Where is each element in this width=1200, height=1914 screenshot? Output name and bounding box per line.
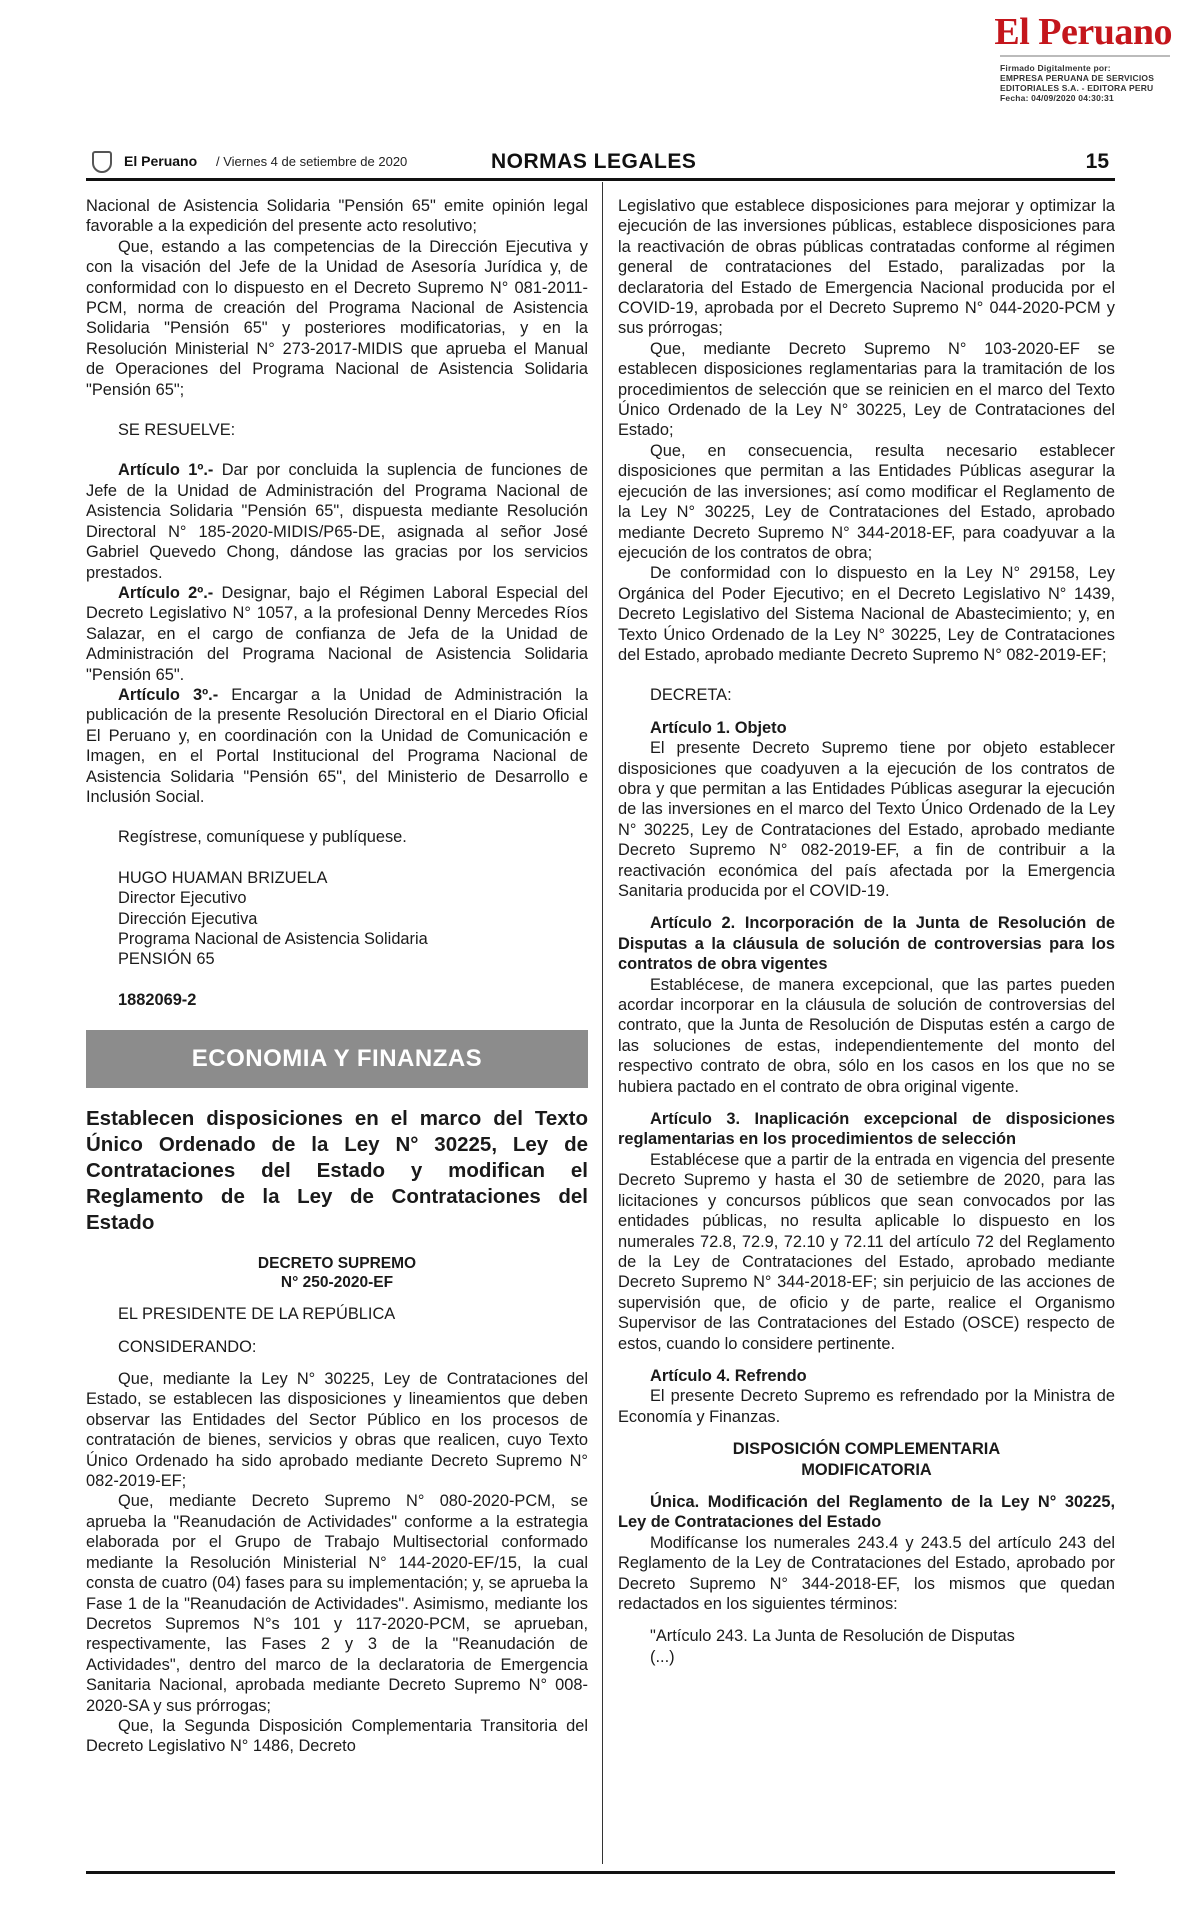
considerando-heading: CONSIDERANDO: <box>118 1337 257 1356</box>
article-title: Única. Modificación del Reglamento de la Ley N° 30225, Ley de Contrataciones del Estado <box>618 1492 1115 1532</box>
decree-number: N° 250-2020-EF <box>280 1274 394 1292</box>
article-3: Artículo 3º.- Encargar a la Unidad de Administración la publicación de la presente Resolución Directoral en el Diario Oficial El Peruano y, en coordinación con la Unidad de Comunicación e Imagen, en el Portal Institucional del Programa Nacional de Asistencia Solidaria "Pensión 65", del Ministerio de Desarrollo e Inclusión Social. <box>86 685 588 806</box>
signatory-title: Dirección Ejecutiva <box>118 909 258 928</box>
decree-title: DECRETO SUPREMO <box>257 1255 417 1273</box>
article-1: Artículo 1º.- Dar por concluida la suplencia de funciones de Jefe de la Unidad de Administración del Programa Nacional de Asistencia Solidaria "Pensión 65", dispuesta mediante Resolución Directoral N° 185-2020-MIDIS/P65-DE, asignada al señor José Gabriel Quevedo Chong, dándose las gracias por los servicios prestados. <box>86 461 589 582</box>
header-publication: El Peruano <box>124 153 198 169</box>
logo-tagline-graphic <box>990 53 1170 59</box>
page-number: 15 <box>1085 150 1109 173</box>
section-banner: ECONOMIA Y FINANZAS <box>86 1030 588 1088</box>
article-2: Artículo 2º.- Designar, bajo el Régimen Laboral Especial del Decreto Legislativo N° 1057, a la profesional Denny Mercedes Ríos Salazar, en el cargo de confianza de Jefa de la Unidad de Administración del Programa Nacional de Asistencia Solidaria "Pensión 65". <box>86 583 589 684</box>
document-code: 1882069-2 <box>118 990 197 1009</box>
paragraph: Que, estando a las competencias de la Dirección Ejecutiva y con la visación del Jefe de la Unidad de Asesoría Jurídica y, de conformidad con lo dispuesto en el Decreto Supremo N° 081-2011-PCM, norma de creación del Programa Nacional de Asistencia Solidaria "Pensión 65" y posteriores modificatorias, y en la Resolución Ministerial N° 273-2017-MIDIS que aprueba el Manual de Operaciones del Programa Nacional de Asistencia Solidaria "Pensión 65"; <box>86 237 588 399</box>
quoted-article: "Artículo 243. La Junta de Resolución de Disputas <box>650 1627 1015 1646</box>
footer-rule <box>86 1871 1115 1874</box>
paragraph: Modifícanse los numerales 243.4 y 243.5 del artículo 243 del Reglamento de la Ley de Contrataciones del Estado, aprobado por Decreto Supremo N° 344-2018-EF, los mismos que quedan redactados en los siguientes términos: <box>618 1533 1115 1613</box>
paragraph: Nacional de Asistencia Solidaria "Pensión 65" emite opinión legal favorable a la expedición del presente acto resolutivo; <box>86 197 588 236</box>
paragraph: Que, mediante Decreto Supremo N° 103-2020-EF se establecen disposiciones reglamentarias para la tramitación de los procedimientos de selección que se reinicien en el marco del Texto Único Ordenado de la Ley N° 30225, Ley de Contrataciones del Estado; <box>618 339 1115 440</box>
closing-formula: Regístrese, comuníquese y publíquese. <box>118 828 407 847</box>
disposition-heading: DISPOSICIÓN COMPLEMENTARIA <box>732 1440 1001 1459</box>
header-section-title: NORMAS LEGALES <box>491 150 697 173</box>
paragraph: Que, la Segunda Disposición Complementaria Transitoria del Decreto Legislativo N° 1486, Decreto <box>86 1716 588 1756</box>
header-date: / Viernes 4 de setiembre de 2020 <box>216 154 408 169</box>
paragraph: Establécese que a partir de la entrada en vigencia del presente Decreto Supremo y hasta el 30 de setiembre de 2020, para las licitaciones y concursos públicos que sean convocados por las entidades públicas, no resulta aplicable lo dispuesto en los numerales 72.8, 72.9, 72.10 y 72.11 del artículo 72 del Reglamento de la Ley de Contrataciones del Estado, aprobado mediante Decreto Supremo N° 344-2018-EF; sin perjuicio de las acciones de supervisión que, de oficio y de parte, realice el Organismo Supervisor de las Contrataciones del Estado (OSCE) respecto de estos, cuando lo considere pertinente. <box>618 1150 1115 1353</box>
paragraph: El presente Decreto Supremo tiene por objeto establecer disposiciones que coadyuven a la ejecución de los contratos de obra y que permitan a las Entidades Públicas asegurar la ejecución de las inversiones en el marco del Texto Único Ordenado de la Ley N° 30225, Ley de Contrataciones del Estado, aprobado mediante Decreto Supremo N° 082-2019-EF, a fin de contribuir a la reactivación económica del país afectada por la Emergencia Sanitaria producida por el COVID-19. <box>618 739 1115 900</box>
decreta-heading: DECRETA: <box>650 686 732 705</box>
signatory-title: PENSIÓN 65 <box>118 950 215 969</box>
column-divider <box>602 182 603 1864</box>
paragraph: Que, en consecuencia, resulta necesario establecer disposiciones que permitan a las Entidades Públicas asegurar la ejecución de las inversiones; así como modificar el Reglamento de la Ley N° 30225, Ley de Contrataciones del Estado, aprobado mediante Decreto Supremo N° 344-2018-EF, para coadyuvar a la ejecución de los contratos de obra; <box>618 441 1115 562</box>
digital-signature-block <box>1000 63 1154 103</box>
signature-line-4: Fecha: 04/09/2020 04:30:31 <box>1000 93 1114 103</box>
el-peruano-logo: El Peruano <box>994 11 1172 53</box>
norm-headline: Establecen disposiciones en el marco del Texto Único Ordenado de la Ley N° 30225, Ley de Contrataciones del Estado y modifican el Reglamento de la Ley de Contrataciones del Estado <box>86 1107 588 1235</box>
paragraph: Legislativo que establece disposiciones para mejorar y optimizar la ejecución de las inversiones públicas, establece disposiciones para la reactivación de obras públicas contratadas conforme al régimen general de contrataciones del Estado, paralizadas por la declaratoria del Estado de Emergencia Nacional producida por el COVID-19, aprobada por el Decreto Supremo N° 044-2020-PCM y sus prórrogas; <box>618 197 1115 338</box>
article-title: Artículo 2. Incorporación de la Junta de Resolución de Disputas a la cláusula de solución de controversias para los contratos de obra vigentes <box>618 914 1115 974</box>
paragraph: El presente Decreto Supremo es refrendado por la Ministra de Economía y Finanzas. <box>618 1387 1115 1426</box>
paragraph: Que, mediante la Ley N° 30225, Ley de Contrataciones del Estado, se establecen las disposiciones y lineamientos que deben observar las Entidades del Sector Público en los procesos de contratación de bienes, servicios y obras que realicen, cuyo Texto Único Ordenado ha sido aprobado mediante Decreto Supremo N° 082-2019-EF; <box>86 1370 588 1491</box>
signature-line-3: EDITORIALES S.A. - EDITORA PERU <box>1000 83 1154 93</box>
right-column <box>618 196 1115 1667</box>
logo-underline-decoration <box>990 53 1170 59</box>
paragraph: Que, mediante Decreto Supremo N° 080-2020-PCM, se aprueba la "Reanudación de Actividades" conforme a la estrategia elaborada por el Grupo de Trabajo Multisectorial conformado mediante la Resolución Ministerial N° 144-2020-EF/15, la cual consta de cuatro (04) fases para su implementación; y, se aprueba la Fase 1 de la "Reanudación de Actividades". Asimismo, mediante los Decretos Supremos N°s 101 y 117-2020-PCM, se aprueban, respectivamente, las Fases 2 y 3 de la "Reanudación de Actividades", dentro del marco de la declaratoria de Emergencia Sanitaria Nacional, aprobada mediante Decreto Supremo N° 008-2020-SA y sus prórrogas; <box>86 1492 588 1715</box>
signatory-title: Programa Nacional de Asistencia Solidaria <box>118 930 428 948</box>
article-label: Artículo 1º.- <box>118 461 214 480</box>
article-label: Artículo 2º.- <box>118 583 214 602</box>
disposition-heading: MODIFICATORIA <box>801 1460 932 1479</box>
header-rule <box>86 178 1115 181</box>
article-title: Artículo 3. Inaplicación excepcional de disposiciones reglamentarias en los procedimientos de selección <box>618 1110 1115 1149</box>
resuelve-heading: SE RESUELVE: <box>118 421 236 440</box>
signature-line-1: Firmado Digitalmente por: <box>1000 63 1111 73</box>
left-column <box>86 196 588 1757</box>
paragraph: De conformidad con lo dispuesto en la Ley N° 29158, Ley Orgánica del Poder Ejecutivo; en el Decreto Legislativo N° 1439, Decreto Legislativo del Sistema Nacional de Abastecimiento; y, en Texto Único Ordenado de la Ley N° 30225, Ley de Contrataciones del Estado, aprobado mediante Decreto Supremo N° 082-2019-EF; <box>618 564 1115 664</box>
signatory-name: HUGO HUAMAN BRIZUELA <box>118 868 328 887</box>
article-label: Artículo 3º.- <box>118 685 219 704</box>
signatory-title: Director Ejecutivo <box>118 889 247 908</box>
article-title: Artículo 4. Refrendo <box>650 1366 807 1385</box>
running-header <box>86 150 1115 176</box>
president-line: EL PRESIDENTE DE LA REPÚBLICA <box>118 1305 396 1324</box>
coat-of-arms-icon <box>92 151 112 173</box>
paragraph: Establécese, de manera excepcional, que las partes pueden acordar incorporar en la cláusula de solución de controversias del contrato, que la Junta de Resolución de Disputas estén a cargo de las soluciones de estas, independientemente del monto del respectivo contrato de obra, sólo en los casos en los que no se hubiera pactado en el contrato de obra original vigente. <box>618 975 1115 1096</box>
article-title: Artículo 1. Objeto <box>650 718 787 737</box>
ellipsis: (...) <box>650 1647 675 1666</box>
signature-line-2: EMPRESA PERUANA DE SERVICIOS <box>1000 73 1155 83</box>
